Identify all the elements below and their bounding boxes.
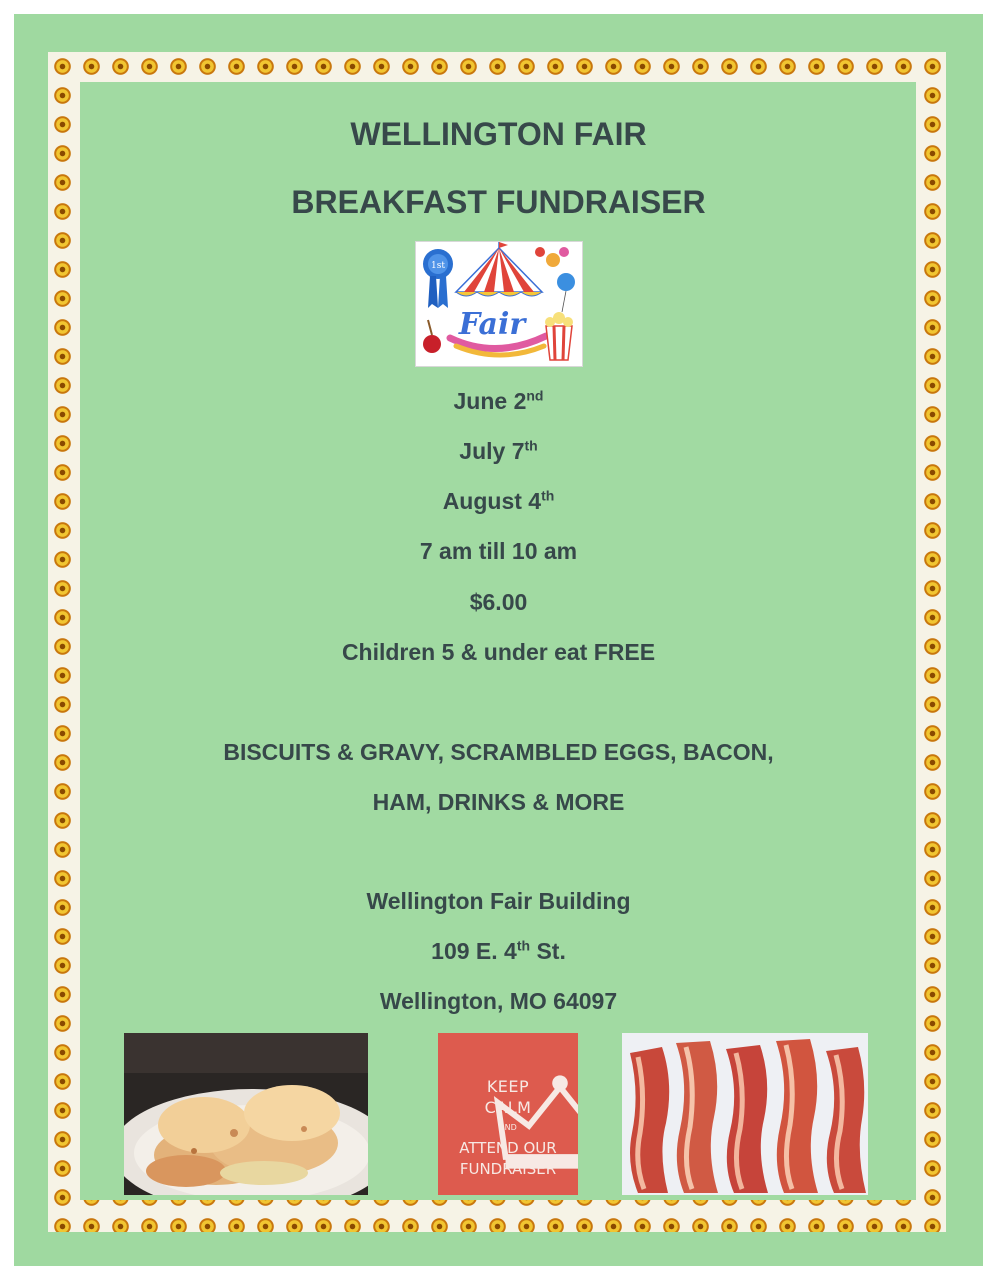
event-time: 7 am till 10 am [419, 538, 578, 564]
keep-calm-line-1: KEEP [486, 1077, 530, 1096]
tent-icon [456, 248, 542, 292]
keep-calm-line-5: FUNDRAISER [459, 1160, 557, 1178]
fair-script-word: Fair [458, 307, 526, 342]
keep-calm-poster [438, 1033, 578, 1195]
title-line-2: BREAKFAST FUNDRAISER [291, 184, 706, 220]
candy-apple-icon [423, 335, 441, 353]
popcorn-icon [546, 326, 572, 360]
date-july: July 7th [459, 437, 538, 464]
venue-address: 109 E. 4th St. [431, 937, 566, 964]
biscuits-gravy-photo [124, 1033, 368, 1195]
venue-city: Wellington, MO 64097 [379, 988, 618, 1014]
menu-line-1: BISCUITS & GRAVY, SCRAMBLED EGGS, BACON, [223, 739, 774, 765]
event-price: $6.00 [469, 589, 528, 615]
keep-calm-line-2: CALM [484, 1098, 532, 1117]
children-note: Children 5 & under eat FREE [341, 639, 656, 665]
date-august: August 4th [442, 487, 555, 514]
menu-line-2: HAM, DRINKS & MORE [372, 789, 625, 815]
ribbon-label: 1st [431, 261, 445, 271]
fair-logo [415, 241, 583, 367]
keep-calm-line-4: ATTEND OUR [459, 1139, 557, 1157]
bacon-photo [622, 1033, 868, 1195]
date-june: June 2nd [453, 387, 544, 414]
balloon-icon [535, 247, 545, 257]
title-line-1: WELLINGTON FAIR [350, 116, 647, 152]
keep-calm-line-3: AND [499, 1123, 517, 1132]
venue-name: Wellington Fair Building [366, 888, 631, 914]
fair-logo-illustration [416, 242, 582, 366]
